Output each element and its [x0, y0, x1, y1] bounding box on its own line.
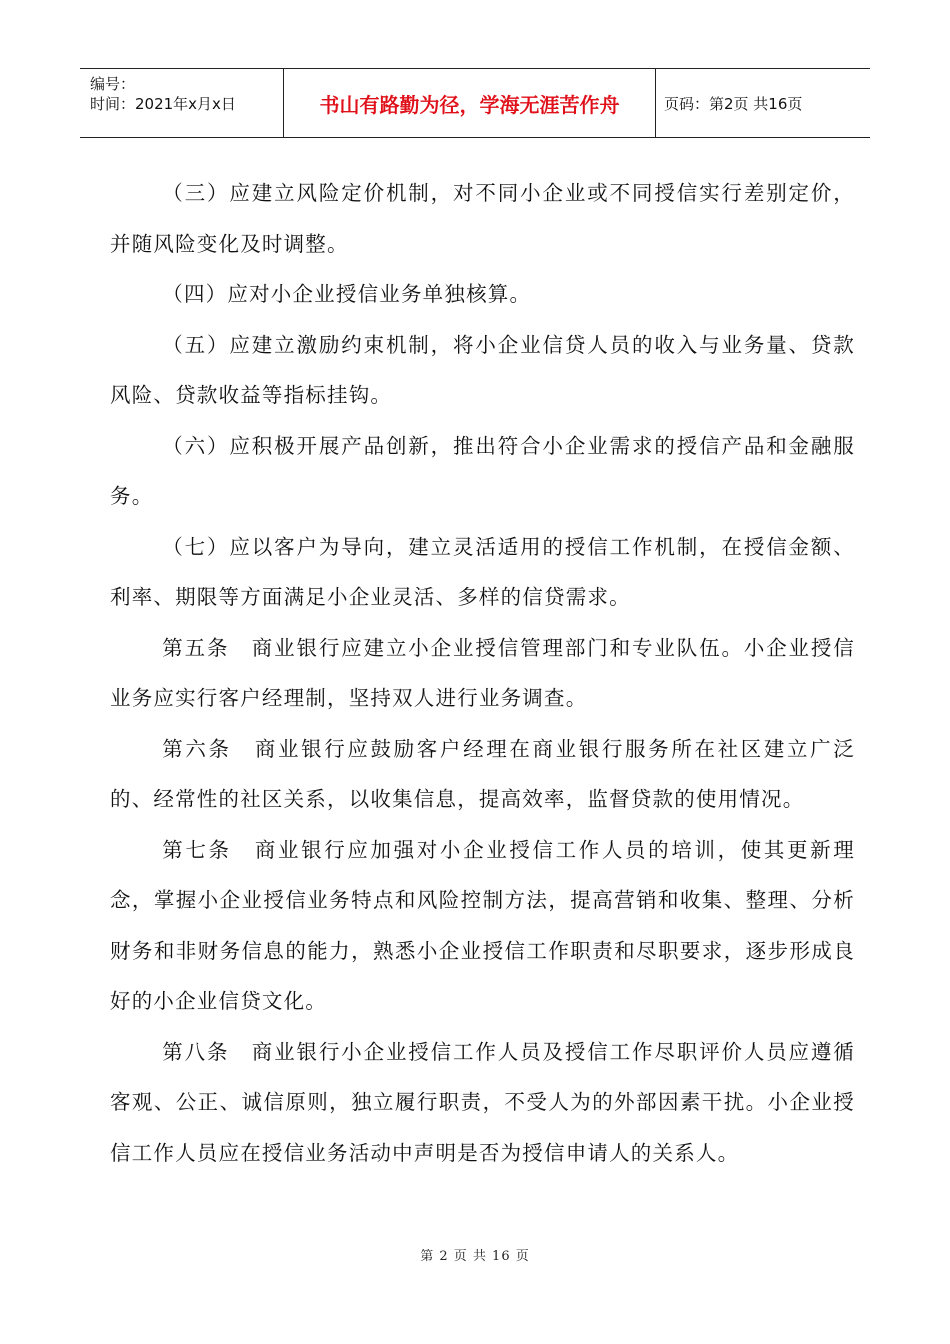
- article-6: 第六条 商业银行应鼓励客户经理在商业银行服务所在社区建立广泛的、经常性的社区关系，以收集信息，提高效率，监督贷款的使用情况。: [110, 736, 855, 811]
- article-7: 第七条 商业银行应加强对小企业授信工作人员的培训，使其更新理念，掌握小企业授信业务特点和风险控制方法，提高营销和收集、整理、分析财务和非财务信息的能力，熟悉小企业授信工作职责和尽职要求，逐步形成良好的小企业信贷文化。: [110, 837, 855, 1013]
- paragraph-5: （五）应建立激励约束机制，将小企业信贷人员的收入与业务量、贷款风险、贷款收益等指标挂钩。: [110, 332, 855, 407]
- page-footer: 第 2 页 共 16 页: [420, 1249, 530, 1264]
- page-header: [80, 68, 870, 138]
- article-8: 第八条 商业银行小企业授信工作人员及授信工作尽职评价人员应遵循客观、公正、诚信原则，独立履行职责，不受人为的外部因素干扰。小企业授信工作人员应在授信业务活动中声明是否为授信申请人的关系人。: [110, 1039, 855, 1165]
- paragraph-3: （三）应建立风险定价机制，对不同小企业或不同授信实行差别定价，并随风险变化及时调整。: [110, 181, 855, 256]
- paragraph-6: （六）应积极开展产品创新，推出符合小企业需求的授信产品和金融服务。: [110, 433, 855, 508]
- document-date: 时间：2021年x月x日: [90, 95, 236, 113]
- header-motto: 书山有路勤为径，学海无涯苦作舟: [319, 92, 620, 117]
- paragraph-4: （四）应对小企业授信业务单独核算。: [162, 282, 532, 306]
- header-divider: [655, 69, 656, 137]
- header-meta: [82, 69, 280, 137]
- paragraph-7: （七）应以客户为导向，建立灵活适用的授信工作机制，在授信金额、利率、期限等方面满足小企业灵活、多样的信贷需求。: [110, 534, 855, 609]
- document-number-label: 编号：: [90, 75, 136, 93]
- header-page-info: 页码：第2页 共16页: [664, 94, 803, 113]
- document-body: [110, 168, 855, 1178]
- article-5: 第五条 商业银行应建立小企业授信管理部门和专业队伍。小企业授信业务应实行客户经理制，坚持双人进行业务调查。: [110, 635, 855, 710]
